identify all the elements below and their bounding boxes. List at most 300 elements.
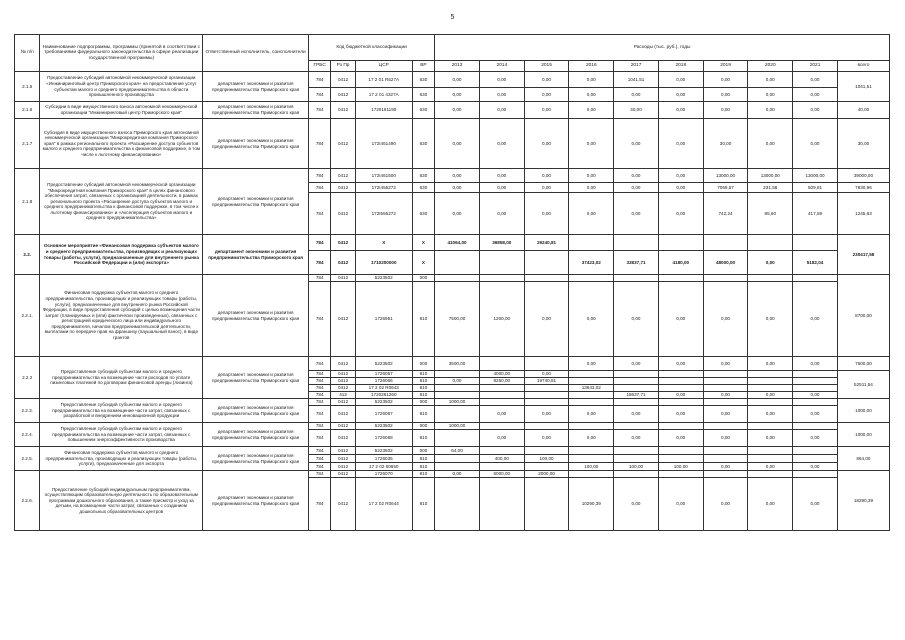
csr-cell: 17 2 02 R0644 xyxy=(355,478,412,531)
vr-cell: 810 xyxy=(412,430,434,447)
csr-cell: 17 2 02 60650 xyxy=(355,463,412,471)
header-2017: 2017 xyxy=(614,61,659,72)
year-2019-cell: 0,00 xyxy=(703,478,748,531)
year-2021-cell: 0,00 xyxy=(793,406,838,423)
year-2015-cell: 0,00 xyxy=(524,371,569,378)
rzpr-cell: 0412 xyxy=(331,235,355,251)
year-2020-cell xyxy=(748,235,793,251)
year-2017-cell xyxy=(614,471,659,478)
total-cell: 1000,00 xyxy=(837,399,889,423)
row-number: 2.2.2 xyxy=(15,357,40,399)
csr-cell: 1726057 xyxy=(355,371,412,378)
year-2018-cell xyxy=(658,235,703,251)
total-cell: 39000,00 xyxy=(837,169,889,183)
rzpr-cell: 412 xyxy=(331,392,355,399)
year-2021-cell xyxy=(793,275,838,282)
year-2018-cell: 0,00 xyxy=(658,119,703,169)
total-cell: 8700,00 xyxy=(837,275,889,357)
year-2017-cell xyxy=(614,275,659,282)
vr-cell: 810 xyxy=(412,471,434,478)
csr-cell: 5223502 xyxy=(355,423,412,430)
year-2014-cell: 1200,00 xyxy=(479,282,524,357)
header-2021: 2021 xyxy=(793,61,838,72)
csr-cell: X xyxy=(355,235,412,251)
row-name: Предоставление субсидий субъектам малого и среднего предпринимательства на возмещение части расходов по уплате лизинговых платежей по договорам финансовой аренды (лизинга) xyxy=(40,357,203,399)
year-2016-cell: 0,00 xyxy=(569,282,614,357)
year-2017-cell: 0,00 xyxy=(614,478,659,531)
rzpr-cell: 0412 xyxy=(331,183,355,193)
year-2013-cell xyxy=(435,275,480,282)
year-2017-cell: 40,00 xyxy=(614,102,659,119)
rzpr-cell: 0412 xyxy=(331,455,355,463)
year-2014-cell: 0,00 xyxy=(479,119,524,169)
year-2018-cell: 0,00 xyxy=(658,357,703,371)
total-cell: 1245,63 xyxy=(837,193,889,235)
rzpr-cell: 0412 xyxy=(331,251,355,275)
csr-cell: 172I461500 xyxy=(355,169,412,183)
year-2018-cell xyxy=(658,455,703,463)
row-number: 2.2.5. xyxy=(15,447,40,471)
year-2015-cell xyxy=(524,275,569,282)
year-2013-cell xyxy=(435,371,480,378)
row-responsible: департамент экономики и развития предпринимательства Приморского края xyxy=(203,447,309,471)
year-2019-cell: 0,00 xyxy=(703,392,748,399)
year-2018-cell: 0,00 xyxy=(658,430,703,447)
vr-cell: 810 xyxy=(412,455,434,463)
year-2016-cell: 0,00 xyxy=(569,357,614,371)
year-2018-cell: 0,00 xyxy=(658,72,703,88)
year-2018-cell xyxy=(658,385,703,392)
year-2014-cell xyxy=(479,447,524,455)
row-name: Предоставление субсидий автономной некоммерческой организации "Микрокредитная компания Приморского края" в целях финансового обеспечения затрат, связанных с организацией деятельности, в рамках регионального проекта «Расширение доступа субъектов малого и среднего предпринимательства к финансовой поддержке, в том числе к льготному финансированию» и «Акселерация субъектов малого и среднего предпринимательства» xyxy=(40,169,203,235)
row-name: Финансовая поддержка субъектов малого и среднего предпринимательства, производящих и реализующих товары (работы, услуги), предназначенные для внутреннего рынка Российской Федерации, в виде предоставления субсидий с целью возмещения части затрат (планируемых и (или) фактически произведенных), связанных с регистрацией юридического лица или индивидуального предпринимателя, началом предпринимательской деятельности, выплатами по передаче прав на франшизу (паушальный взнос), в виде грантов xyxy=(40,275,203,357)
year-2019-cell: 0,00 xyxy=(703,430,748,447)
vr-cell: 630 xyxy=(412,183,434,193)
grbs-cell: 784 xyxy=(308,406,330,423)
table-row xyxy=(15,399,890,406)
year-2014-cell: 6000,00 xyxy=(479,471,524,478)
year-2018-cell: 0,00 xyxy=(658,169,703,183)
year-2019-cell: 30,00 xyxy=(703,119,748,169)
vr-cell: 630 xyxy=(412,119,434,169)
header-total: всего xyxy=(837,61,889,72)
year-2015-cell: 0,00 xyxy=(524,430,569,447)
total-cell: 52511,54 xyxy=(837,371,889,399)
year-2018-cell: 0,00 xyxy=(658,102,703,119)
year-2014-cell: 4000,00 xyxy=(479,371,524,378)
year-2014-cell: 0,00 xyxy=(479,169,524,183)
table-row xyxy=(15,275,890,282)
year-2021-cell: 0,00 xyxy=(793,392,838,399)
grbs-cell: 784 xyxy=(308,471,330,478)
year-2016-cell xyxy=(569,392,614,399)
row-name: Субсидия в виде имущественного взноса Приморского края автономной некоммерческой организации "Микрокредитная компания Приморского края" в рамках регионального проекта «Расширение доступа субъектов малого и среднего предпринимательства к финансовой поддержке, в том числе к льготному финансированию» xyxy=(40,119,203,169)
year-2018-cell xyxy=(658,399,703,406)
year-2017-cell: 0,00 xyxy=(614,88,659,102)
year-2017-cell xyxy=(614,235,659,251)
header-2014: 2014 xyxy=(479,61,524,72)
year-2017-cell xyxy=(614,399,659,406)
year-2013-cell: 41064,00 xyxy=(435,235,480,251)
year-2020-cell: 0,00 xyxy=(748,72,793,88)
grbs-cell: 784 xyxy=(308,478,330,531)
rzpr-cell: 0412 xyxy=(331,471,355,478)
year-2015-cell: 0,00 xyxy=(524,169,569,183)
header-num: № п/п xyxy=(15,35,40,72)
row-responsible: департамент экономики и развития предпринимательства Приморского края xyxy=(203,119,309,169)
rzpr-cell: 0412 xyxy=(331,447,355,455)
year-2016-cell xyxy=(569,423,614,430)
year-2017-cell: 0,00 xyxy=(614,406,659,423)
year-2021-cell: 509,81 xyxy=(793,183,838,193)
year-2021-cell xyxy=(793,447,838,455)
year-2016-cell: 0,00 xyxy=(569,119,614,169)
year-2013-cell: 7500,00 xyxy=(435,282,480,357)
row-name: Предоставление субсидий индивидуальным предпринимателям, осуществляющим образовательную деятельность по образовательным программам дошкольного образования, а также присмотр и уход за детьми, на возмещение части затрат, связанных с созданием дошкольных образовательных центров xyxy=(40,471,203,531)
year-2014-cell: 0,00 xyxy=(479,430,524,447)
year-2015-cell: 100,00 xyxy=(524,455,569,463)
header-csr: ЦСР xyxy=(355,61,412,72)
year-2021-cell xyxy=(793,423,838,430)
year-2021-cell xyxy=(793,399,838,406)
csr-cell: 1720161190 xyxy=(355,102,412,119)
total-cell: 7830,96 xyxy=(837,183,889,193)
year-2014-cell: 36858,00 xyxy=(479,235,524,251)
table-row xyxy=(15,447,890,455)
year-2014-cell xyxy=(479,392,524,399)
year-2021-cell: 0,00 xyxy=(793,478,838,531)
vr-cell: 810 xyxy=(412,463,434,471)
row-number: 2.1.6 xyxy=(15,102,40,119)
rzpr-cell: 0412 xyxy=(331,275,355,282)
row-responsible: департамент экономики и развития предпринимательства Приморского края xyxy=(203,357,309,399)
year-2019-cell xyxy=(703,235,748,251)
year-2013-cell xyxy=(435,455,480,463)
grbs-cell: 784 xyxy=(308,371,330,378)
grbs-cell: 784 xyxy=(308,102,330,119)
rzpr-cell: 0412 xyxy=(331,72,355,88)
year-2019-cell xyxy=(703,378,748,385)
header-2013: 2013 xyxy=(435,61,480,72)
year-2020-cell: 231,58 xyxy=(748,183,793,193)
year-2019-cell: 0,00 xyxy=(703,72,748,88)
year-2019-cell: 742,24 xyxy=(703,193,748,235)
grbs-cell: 784 xyxy=(308,275,330,282)
year-2018-cell xyxy=(658,378,703,385)
total-cell: 864,00 xyxy=(837,447,889,471)
year-2019-cell: 0,00 xyxy=(703,282,748,357)
year-2015-cell xyxy=(524,399,569,406)
year-2016-cell xyxy=(569,399,614,406)
csr-cell: 17 2 01 4327A xyxy=(355,88,412,102)
year-2018-cell xyxy=(658,423,703,430)
year-2016-cell: 13643,02 xyxy=(569,385,614,392)
csr-cell: 1720261260 xyxy=(355,392,412,399)
year-2018-cell xyxy=(658,275,703,282)
vr-cell: 810 xyxy=(412,371,434,378)
year-2016-cell xyxy=(569,471,614,478)
row-number: 2.2. xyxy=(15,235,40,275)
year-2020-cell: 0,00 xyxy=(748,478,793,531)
year-2015-cell: 29240,81 xyxy=(524,235,569,251)
csr-cell: 1726070 xyxy=(355,471,412,478)
year-2020-cell xyxy=(748,371,793,378)
row-number: 2.1.5 xyxy=(15,72,40,102)
year-2013-cell: 0,00 xyxy=(435,102,480,119)
csr-cell: 1726068 xyxy=(355,430,412,447)
year-2018-cell: 100,00 xyxy=(658,463,703,471)
year-2015-cell: 2000,00 xyxy=(524,471,569,478)
year-2015-cell: 0,00 xyxy=(524,406,569,423)
year-2021-cell: 0,00 xyxy=(793,72,838,88)
vr-cell: 810 xyxy=(412,385,434,392)
vr-cell: 630 xyxy=(412,102,434,119)
year-2019-cell: 0,00 xyxy=(703,357,748,371)
page-number: 5 xyxy=(450,14,455,21)
vr-cell: 630 xyxy=(412,169,434,183)
year-2020-cell: 0,00 xyxy=(748,282,793,357)
year-2016-cell xyxy=(569,455,614,463)
year-2013-cell xyxy=(435,478,480,531)
year-2018-cell xyxy=(658,471,703,478)
grbs-cell: 784 xyxy=(308,72,330,88)
year-2014-cell: 0,00 xyxy=(479,88,524,102)
year-2020-cell: 0,00 xyxy=(748,406,793,423)
vr-cell: X xyxy=(412,235,434,251)
csr-cell: 172I461490 xyxy=(355,119,412,169)
year-2018-cell xyxy=(658,447,703,455)
year-2016-cell xyxy=(569,447,614,455)
year-2017-cell: 0,00 xyxy=(614,119,659,169)
grbs-cell: 784 xyxy=(308,235,330,251)
year-2021-cell: 0,00 xyxy=(793,282,838,357)
year-2016-cell: 100,00 xyxy=(569,463,614,471)
row-responsible: департамент экономики и развития предпринимательства Приморского края xyxy=(203,72,309,102)
year-2015-cell xyxy=(524,392,569,399)
year-2018-cell: 0,00 xyxy=(658,183,703,193)
grbs-cell: 784 xyxy=(308,282,330,357)
year-2013-cell: 0,00 xyxy=(435,169,480,183)
rzpr-cell: 0412 xyxy=(331,478,355,531)
year-2019-cell: 0,00 xyxy=(703,406,748,423)
year-2015-cell xyxy=(524,463,569,471)
year-2017-cell: 100,00 xyxy=(614,463,659,471)
year-2021-cell xyxy=(793,471,838,478)
year-2020-cell xyxy=(748,455,793,463)
year-2021-cell: 0,00 xyxy=(793,357,838,371)
grbs-cell: 784 xyxy=(308,193,330,235)
year-2016-cell: 37423,02 xyxy=(569,251,614,275)
year-2020-cell: 0,00 xyxy=(748,430,793,447)
row-number: 2.2.6. xyxy=(15,471,40,531)
year-2021-cell xyxy=(793,235,838,251)
total-cell: 1041,51 xyxy=(837,72,889,102)
row-name: Предоставление субсидий субъектам малого и среднего предпринимательства на возмещение части затрат, связанных с разработкой и внедрением инновационной продукции xyxy=(40,399,203,423)
header-grbs: ГРБС xyxy=(308,61,330,72)
year-2017-cell: 0,00 xyxy=(614,282,659,357)
vr-cell: 810 xyxy=(412,406,434,423)
total-cell: 18290,39 xyxy=(837,471,889,531)
grbs-cell: 784 xyxy=(308,399,330,406)
year-2018-cell: 0,00 xyxy=(658,392,703,399)
rzpr-cell: 0412 xyxy=(331,371,355,378)
year-2019-cell xyxy=(703,371,748,378)
grbs-cell: 784 xyxy=(308,455,330,463)
table-row xyxy=(15,423,890,430)
year-2015-cell xyxy=(524,447,569,455)
year-2017-cell xyxy=(614,423,659,430)
year-2020-cell: 0,00 xyxy=(748,88,793,102)
rzpr-cell: 0412 xyxy=(331,169,355,183)
year-2016-cell: 0,00 xyxy=(569,88,614,102)
rzpr-cell: 0412 xyxy=(331,430,355,447)
total-cell: 40,00 xyxy=(837,102,889,119)
year-2013-cell: 0,00 xyxy=(435,88,480,102)
csr-cell: 5223502 xyxy=(355,357,412,371)
year-2016-cell: 0,00 xyxy=(569,193,614,235)
grbs-cell: 784 xyxy=(308,430,330,447)
year-2021-cell: 0,00 xyxy=(793,430,838,447)
vr-cell: 000 xyxy=(412,357,434,371)
year-2016-cell: 0,00 xyxy=(569,102,614,119)
year-2016-cell: 0,00 xyxy=(569,430,614,447)
year-2015-cell: 0,00 xyxy=(524,102,569,119)
table-row xyxy=(15,119,890,169)
grbs-cell: 784 xyxy=(308,88,330,102)
year-2020-cell: 0,00 xyxy=(748,463,793,471)
rzpr-cell: 0412 xyxy=(331,119,355,169)
table-row xyxy=(15,471,890,478)
year-2013-cell xyxy=(435,406,480,423)
year-2017-cell: 0,00 xyxy=(614,183,659,193)
year-2015-cell xyxy=(524,385,569,392)
csr-cell: 5223502 xyxy=(355,275,412,282)
year-2013-cell xyxy=(435,385,480,392)
year-2020-cell: 0,00 xyxy=(748,251,793,275)
year-2019-cell: 0,00 xyxy=(703,102,748,119)
grbs-cell: 784 xyxy=(308,392,330,399)
table-row xyxy=(15,169,890,183)
year-2016-cell: 10290,39 xyxy=(569,478,614,531)
year-2019-cell xyxy=(703,399,748,406)
year-2015-cell: 0,00 xyxy=(524,72,569,88)
rzpr-cell: 0412 xyxy=(331,463,355,471)
year-2019-cell: 7069,57 xyxy=(703,183,748,193)
header-name: Наименование подпрограммы, программы (принятой в соответствии с требованиями федерального законодательства в сфере реализации государственной программы) xyxy=(40,35,203,72)
year-2019-cell: 13000,00 xyxy=(703,169,748,183)
total-cell: 30,00 xyxy=(837,119,889,169)
rzpr-cell: 0412 xyxy=(331,102,355,119)
rzpr-cell: 0412 xyxy=(331,282,355,357)
header-vr: ВР xyxy=(412,61,434,72)
year-2014-cell xyxy=(479,423,524,430)
year-2015-cell: 0,00 xyxy=(524,282,569,357)
year-2016-cell xyxy=(569,275,614,282)
rzpr-cell: 0412 xyxy=(331,385,355,392)
year-2016-cell xyxy=(569,371,614,378)
csr-cell: 1726066 xyxy=(355,378,412,385)
year-2014-cell: 400,00 xyxy=(479,455,524,463)
year-2019-cell xyxy=(703,385,748,392)
year-2014-cell: 0,00 xyxy=(479,406,524,423)
year-2013-cell: 0,00 xyxy=(435,119,480,169)
year-2013-cell: 3500,00 xyxy=(435,357,480,371)
csr-cell: 5223502 xyxy=(355,399,412,406)
header-2016: 2016 xyxy=(569,61,614,72)
rzpr-cell: 0412 xyxy=(331,399,355,406)
year-2017-cell xyxy=(614,447,659,455)
year-2015-cell xyxy=(524,478,569,531)
grbs-cell: 784 xyxy=(308,251,330,275)
total-cell: 7500,00 xyxy=(837,357,889,371)
year-2014-cell: 0,00 xyxy=(479,183,524,193)
year-2013-cell: 64,00 xyxy=(435,447,480,455)
year-2021-cell: 0,00 xyxy=(793,88,838,102)
vr-cell: 630 xyxy=(412,193,434,235)
year-2015-cell: 0,00 xyxy=(524,88,569,102)
year-2017-cell: 0,00 xyxy=(614,169,659,183)
header-row xyxy=(15,35,890,61)
year-2021-cell xyxy=(793,371,838,378)
rzpr-cell: 0412 xyxy=(331,406,355,423)
year-2020-cell: 0,00 xyxy=(748,392,793,399)
year-2014-cell xyxy=(479,357,524,371)
rzpr-cell: 0412 xyxy=(331,193,355,235)
row-number: 2.2.4. xyxy=(15,423,40,447)
row-number: 2.1.8 xyxy=(15,169,40,235)
year-2014-cell xyxy=(479,275,524,282)
row-responsible: департамент экономики и развития предпринимательства Приморского края xyxy=(203,102,309,119)
expenditure-table xyxy=(14,34,890,531)
year-2016-cell: 0,00 xyxy=(569,169,614,183)
table-row xyxy=(15,235,890,251)
year-2015-cell: 0,00 xyxy=(524,183,569,193)
row-number: 2.2.1. xyxy=(15,275,40,357)
year-2021-cell: 0,00 xyxy=(793,119,838,169)
year-2014-cell xyxy=(479,385,524,392)
year-2018-cell: 0,00 xyxy=(658,478,703,531)
vr-cell: 630 xyxy=(412,72,434,88)
row-name: Основное мероприятие «Финансовая поддержка субъектов малого и среднего предпринимательства, производящих и реализующих товары (работы, услуги), предназначенные для внутреннего рынка Российской Федерации и (или) экспорта» xyxy=(40,235,203,275)
year-2016-cell: 0,00 xyxy=(569,183,614,193)
year-2013-cell: 0,00 xyxy=(435,183,480,193)
year-2015-cell: 0,00 xyxy=(524,193,569,235)
header-2019: 2019 xyxy=(703,61,748,72)
year-2020-cell xyxy=(748,378,793,385)
year-2020-cell: 85,60 xyxy=(748,193,793,235)
year-2021-cell xyxy=(793,385,838,392)
vr-cell: 630 xyxy=(412,88,434,102)
year-2020-cell: 0,00 xyxy=(748,119,793,169)
year-2017-cell xyxy=(614,371,659,378)
header-kbk: Код бюджетной классификации xyxy=(308,35,434,61)
year-2018-cell: 4180,00 xyxy=(658,251,703,275)
table-row xyxy=(15,102,890,119)
year-2014-cell xyxy=(479,399,524,406)
year-2013-cell: 0,00 xyxy=(435,471,480,478)
vr-cell: 810 xyxy=(412,392,434,399)
year-2016-cell xyxy=(569,235,614,251)
year-2017-cell: 0,00 xyxy=(614,357,659,371)
header-resp: Ответственный исполнитель, соисполнители xyxy=(203,35,309,72)
year-2013-cell: 1000,00 xyxy=(435,399,480,406)
year-2021-cell xyxy=(793,378,838,385)
year-2013-cell: 0,00 xyxy=(435,378,480,385)
table-row xyxy=(15,357,890,371)
year-2014-cell xyxy=(479,463,524,471)
row-responsible: департамент экономики и развития предпринимательства Приморского края xyxy=(203,399,309,423)
year-2014-cell xyxy=(479,478,524,531)
